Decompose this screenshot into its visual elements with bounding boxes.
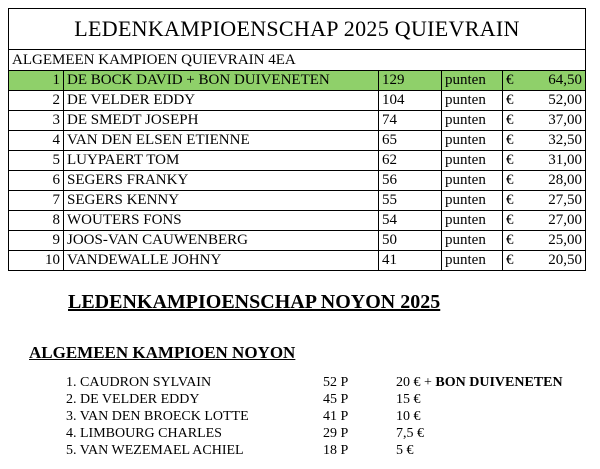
rank-cell: 6	[9, 171, 64, 191]
prize-amount: 5 €	[396, 443, 414, 458]
points-cell: 104	[379, 91, 442, 111]
section-subtitle: ALGEMEEN KAMPIOEN QUIEVRAIN 4EA	[8, 49, 586, 70]
member-points: 29 P	[323, 426, 349, 441]
table-row	[9, 131, 586, 151]
name-cell: SEGERS FRANKY	[64, 171, 379, 191]
name-cell: VAN DEN ELSEN ETIENNE	[64, 131, 379, 151]
currency-cell: €	[503, 231, 522, 251]
unit-cell: punten	[442, 71, 503, 91]
list-item	[66, 442, 586, 459]
points-cell: 129	[379, 71, 442, 91]
currency-cell: €	[503, 211, 522, 231]
table-row	[9, 211, 586, 231]
points-cell: 50	[379, 231, 442, 251]
table-row	[9, 171, 586, 191]
amount-cell: 27,00	[521, 211, 586, 231]
name-cell: DE VELDER EDDY	[64, 91, 379, 111]
member-name: 5. VAN WEZEMAEL ACHIEL	[66, 443, 244, 458]
points-cell: 54	[379, 211, 442, 231]
currency-cell: €	[503, 71, 522, 91]
noyon-list	[66, 374, 586, 459]
noyon-title: LEDENKAMPIOENSCHAP NOYON 2025	[68, 291, 441, 313]
page-title: LEDENKAMPIOENSCHAP 2025 QUIEVRAIN	[8, 8, 586, 49]
member-points: 52 P	[323, 375, 349, 390]
list-item	[66, 425, 586, 442]
amount-cell: 25,00	[521, 231, 586, 251]
amount-cell: 31,00	[521, 151, 586, 171]
currency-cell: €	[503, 91, 522, 111]
currency-cell: €	[503, 171, 522, 191]
prize-amount: 10 €	[396, 409, 421, 424]
rank-cell: 5	[9, 151, 64, 171]
name-cell: WOUTERS FONS	[64, 211, 379, 231]
rank-cell: 3	[9, 111, 64, 131]
member-points: 41 P	[323, 409, 349, 424]
list-item	[66, 408, 586, 425]
unit-cell: punten	[442, 211, 503, 231]
name-cell: DE SMEDT JOSEPH	[64, 111, 379, 131]
points-cell: 56	[379, 171, 442, 191]
currency-cell: €	[503, 251, 522, 271]
points-cell: 62	[379, 151, 442, 171]
rank-cell: 10	[9, 251, 64, 271]
currency-cell: €	[503, 191, 522, 211]
unit-cell: punten	[442, 231, 503, 251]
rank-cell: 2	[9, 91, 64, 111]
table-row	[9, 91, 586, 111]
member-points: 18 P	[323, 443, 349, 458]
member-prize	[396, 374, 563, 391]
unit-cell: punten	[442, 131, 503, 151]
prize-bonus: BON DUIVENETEN	[435, 375, 563, 390]
table-row	[9, 191, 586, 211]
table-row	[9, 71, 586, 91]
member-prize	[396, 408, 421, 425]
name-cell: VANDEWALLE JOHNY	[64, 251, 379, 271]
unit-cell: punten	[442, 191, 503, 211]
amount-cell: 27,50	[521, 191, 586, 211]
unit-cell: punten	[442, 151, 503, 171]
amount-cell: 52,00	[521, 91, 586, 111]
prize-amount: 7,5 €	[396, 426, 424, 441]
member-name: 3. VAN DEN BROECK LOTTE	[66, 409, 249, 424]
name-cell: SEGERS KENNY	[64, 191, 379, 211]
list-item	[66, 391, 586, 408]
table-row	[9, 111, 586, 131]
noyon-subtitle: ALGEMEEN KAMPIOEN NOYON	[29, 343, 296, 362]
unit-cell: punten	[442, 251, 503, 271]
quievrain-sheet	[8, 8, 586, 271]
prize-amount: 15 €	[396, 392, 421, 407]
rank-cell: 9	[9, 231, 64, 251]
amount-cell: 37,00	[521, 111, 586, 131]
table-row	[9, 231, 586, 251]
currency-cell: €	[503, 111, 522, 131]
currency-cell: €	[503, 131, 522, 151]
name-cell: DE BOCK DAVID + BON DUIVENETEN	[64, 71, 379, 91]
amount-cell: 20,50	[521, 251, 586, 271]
points-cell: 55	[379, 191, 442, 211]
amount-cell: 64,50	[521, 71, 586, 91]
member-prize	[396, 442, 414, 459]
rank-cell: 4	[9, 131, 64, 151]
amount-cell: 28,00	[521, 171, 586, 191]
prize-amount: 20 € +	[396, 375, 436, 390]
member-name: 2. DE VELDER EDDY	[66, 392, 200, 407]
name-cell: JOOS-VAN CAUWENBERG	[64, 231, 379, 251]
unit-cell: punten	[442, 91, 503, 111]
rank-cell: 8	[9, 211, 64, 231]
name-cell: LUYPAERT TOM	[64, 151, 379, 171]
points-cell: 41	[379, 251, 442, 271]
table-row	[9, 151, 586, 171]
member-prize	[396, 425, 424, 442]
ranking-table	[8, 70, 586, 271]
points-cell: 65	[379, 131, 442, 151]
member-points: 45 P	[323, 392, 349, 407]
amount-cell: 32,50	[521, 131, 586, 151]
member-name: 1. CAUDRON SYLVAIN	[66, 375, 212, 390]
rank-cell: 1	[9, 71, 64, 91]
unit-cell: punten	[442, 111, 503, 131]
table-row	[9, 251, 586, 271]
points-cell: 74	[379, 111, 442, 131]
unit-cell: punten	[442, 171, 503, 191]
member-name: 4. LIMBOURG CHARLES	[66, 426, 222, 441]
member-prize	[396, 391, 421, 408]
rank-cell: 7	[9, 191, 64, 211]
currency-cell: €	[503, 151, 522, 171]
list-item	[66, 374, 586, 391]
